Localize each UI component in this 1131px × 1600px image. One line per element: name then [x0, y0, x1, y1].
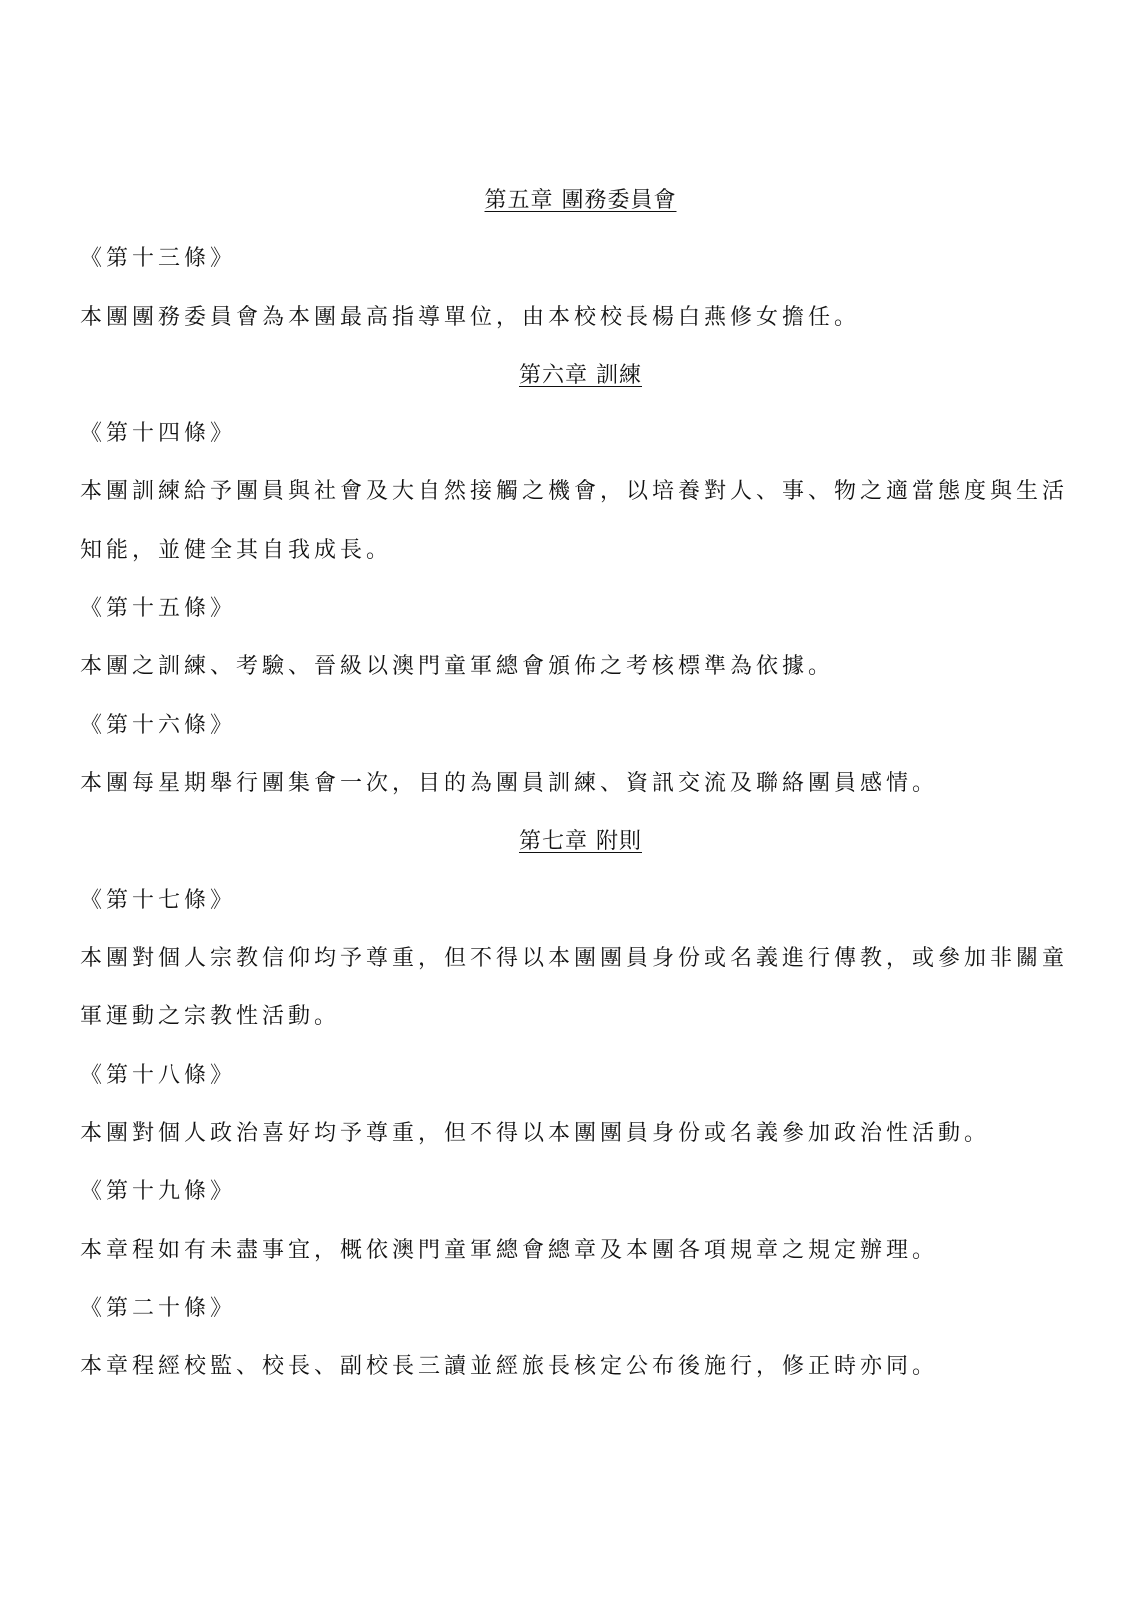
chapter-6-heading — [0, 361, 1131, 391]
article-14-text-line2: 知能，並健全其自我成長。 — [80, 538, 393, 563]
article-19-label: 《第十九條》 — [80, 1179, 237, 1204]
chapter-7-heading — [0, 827, 1131, 857]
article-20-label: 《第二十條》 — [80, 1296, 237, 1321]
chapter-6-heading-text: 第六章 訓練 — [519, 363, 642, 388]
article-15-label: 《第十五條》 — [80, 596, 237, 621]
article-16-text: 本團每星期舉行團集會一次，目的為團員訓練、資訊交流及聯絡團員感情。 — [80, 771, 939, 796]
article-17-text-line1: 本團對個人宗教信仰均予尊重，但不得以本團團員身份或名義進行傳教，或參加非關童 — [80, 946, 1069, 971]
article-16-label: 《第十六條》 — [80, 713, 237, 738]
article-17-text-line2: 軍運動之宗教性活動。 — [80, 1004, 341, 1029]
article-20-text: 本章程經校監、校長、副校長三讀並經旅長核定公布後施行，修正時亦同。 — [80, 1354, 939, 1379]
chapter-5-heading-text: 第五章 團務委員會 — [484, 188, 677, 213]
article-19-text: 本章程如有未盡事宜，概依澳門童軍總會總章及本團各項規章之規定辦理。 — [80, 1238, 939, 1263]
article-17-label: 《第十七條》 — [80, 888, 237, 913]
chapter-5-heading — [0, 186, 1131, 216]
article-15-text: 本團之訓練、考驗、晉級以澳門童軍總會頒佈之考核標準為依據。 — [80, 654, 835, 679]
article-18-label: 《第十八條》 — [80, 1063, 237, 1088]
chapter-7-heading-text: 第七章 附則 — [519, 829, 642, 854]
article-14-text-line1: 本團訓練給予團員與社會及大自然接觸之機會，以培養對人、事、物之適當態度與生活 — [80, 479, 1069, 504]
article-13-label: 《第十三條》 — [80, 246, 237, 271]
article-14-label: 《第十四條》 — [80, 421, 237, 446]
article-13-text: 本團團務委員會為本團最高指導單位，由本校校長楊白燕修女擔任。 — [80, 305, 861, 330]
article-18-text: 本團對個人政治喜好均予尊重，但不得以本團團員身份或名義參加政治性活動。 — [80, 1121, 991, 1146]
